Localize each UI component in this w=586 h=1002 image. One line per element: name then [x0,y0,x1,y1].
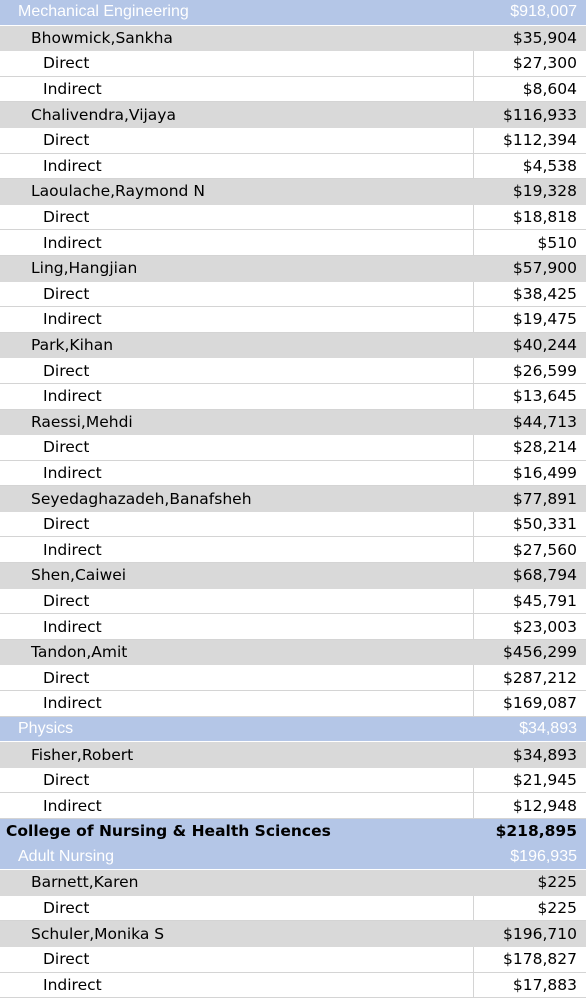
column-divider [473,205,474,230]
investigator-row[interactable] [0,742,586,768]
row-amount-cell[interactable]: $287,212 [503,668,577,687]
row-amount-cell[interactable]: $918,007 [510,3,577,21]
cost-type-row[interactable] [0,307,586,333]
column-divider [473,845,474,870]
row-amount-cell[interactable]: $169,087 [503,694,577,713]
column-divider [473,640,474,665]
row-amount-cell[interactable]: $19,475 [512,310,577,329]
row-label-cell[interactable]: Shen,Caiwei [31,566,127,585]
investigator-row[interactable] [0,26,586,52]
row-amount-cell[interactable]: $16,499 [512,463,577,482]
column-divider [473,461,474,486]
row-amount-cell[interactable]: $196,935 [510,847,577,865]
row-label-cell[interactable]: Seyedaghazadeh,Banafsheh [31,489,252,508]
row-amount-cell[interactable]: $225 [537,873,577,892]
row-label-cell[interactable]: Indirect [43,310,102,329]
column-divider [473,793,474,818]
investigator-row[interactable] [0,333,586,359]
cost-type-row[interactable] [0,230,586,256]
row-label-cell[interactable]: Indirect [43,617,102,636]
column-divider [473,179,474,204]
cost-type-row[interactable] [0,205,586,231]
row-amount-cell[interactable]: $21,945 [512,771,577,790]
row-label-cell[interactable]: Direct [43,771,90,790]
row-label-cell[interactable]: Barnett,Karen [31,873,139,892]
cost-type-row[interactable] [0,512,586,538]
row-amount-cell[interactable]: $34,893 [519,719,577,737]
column-divider [473,486,474,511]
cost-type-row[interactable] [0,435,586,461]
investigator-row[interactable] [0,563,586,589]
row-label-cell[interactable]: Ling,Hangjian [31,259,138,278]
column-divider [473,665,474,690]
cost-type-row[interactable] [0,51,586,77]
cost-type-row[interactable] [0,282,586,308]
column-divider [473,870,474,895]
row-amount-cell[interactable]: $40,244 [512,336,577,355]
row-amount-cell[interactable]: $27,300 [512,54,577,73]
cost-type-row[interactable] [0,896,586,922]
row-label-cell[interactable]: Indirect [43,540,102,559]
row-amount-cell[interactable]: $510 [537,233,577,252]
column-divider [473,282,474,307]
cost-type-row[interactable] [0,154,586,180]
investigator-row[interactable] [0,870,586,896]
row-label-cell[interactable]: Physics [18,719,74,737]
cost-type-row[interactable] [0,768,586,794]
row-label-cell[interactable]: Direct [43,131,90,150]
column-divider [473,896,474,921]
column-divider [473,589,474,614]
row-amount-cell[interactable]: $18,818 [512,208,577,227]
department-row[interactable] [0,845,586,871]
row-label-cell[interactable]: Direct [43,668,90,687]
column-divider [473,921,474,946]
row-label-cell[interactable]: Mechanical Engineering [18,3,189,21]
row-amount-cell[interactable]: $26,599 [512,361,577,380]
row-label-cell[interactable]: Indirect [43,233,102,252]
column-divider [473,410,474,435]
column-divider [473,358,474,383]
cost-type-row[interactable] [0,691,586,717]
investigator-row[interactable] [0,410,586,436]
department-row[interactable] [0,0,586,26]
row-amount-cell[interactable]: $225 [537,899,577,918]
row-amount-cell[interactable]: $50,331 [512,515,577,534]
row-label-cell[interactable]: Direct [43,284,90,303]
column-divider [473,563,474,588]
row-label-cell[interactable]: Indirect [43,463,102,482]
row-label-cell[interactable]: Raessi,Mehdi [31,412,133,431]
department-row[interactable] [0,717,586,743]
column-divider [473,154,474,179]
column-divider [473,537,474,562]
row-label-cell[interactable]: Bhowmick,Sankha [31,28,173,47]
row-label-cell[interactable]: Indirect [43,796,102,815]
row-amount-cell[interactable]: $57,900 [512,259,577,278]
college-row[interactable] [0,819,586,845]
column-divider [473,717,474,742]
row-amount-cell[interactable]: $196,710 [503,924,577,943]
row-amount-cell[interactable]: $17,883 [512,975,577,994]
column-divider [473,0,474,25]
column-divider [473,691,474,716]
row-amount-cell[interactable]: $12,948 [512,796,577,815]
row-amount-cell[interactable]: $28,214 [512,438,577,457]
cost-type-row[interactable] [0,589,586,615]
column-divider [473,614,474,639]
column-divider [473,742,474,767]
row-label-cell[interactable]: Direct [43,54,90,73]
row-amount-cell[interactable]: $456,299 [503,643,577,662]
cost-type-row[interactable] [0,128,586,154]
row-label-cell[interactable]: Direct [43,361,90,380]
investigator-row[interactable] [0,256,586,282]
row-amount-cell[interactable]: $35,904 [512,28,577,47]
column-divider [473,128,474,153]
row-label-cell[interactable]: Indirect [43,80,102,99]
row-amount-cell[interactable]: $44,713 [512,412,577,431]
row-amount-cell[interactable]: $45,791 [512,591,577,610]
cost-type-row[interactable] [0,665,586,691]
cost-type-row[interactable] [0,358,586,384]
row-amount-cell[interactable]: $77,891 [512,489,577,508]
investigator-row[interactable] [0,921,586,947]
investigator-row[interactable] [0,640,586,666]
row-amount-cell[interactable]: $178,827 [503,950,577,969]
row-label-cell[interactable]: Direct [43,899,90,918]
column-divider [473,102,474,127]
row-amount-cell[interactable]: $218,895 [495,822,577,841]
row-label-cell[interactable]: Direct [43,591,90,610]
cost-type-row[interactable] [0,973,586,999]
row-amount-cell[interactable]: $8,604 [522,80,577,99]
cost-type-row[interactable] [0,793,586,819]
column-divider [473,819,474,844]
cost-type-row[interactable] [0,537,586,563]
investigator-row[interactable] [0,102,586,128]
row-amount-cell[interactable]: $4,538 [522,156,577,175]
column-divider [473,26,474,51]
row-label-cell[interactable]: Tandon,Amit [31,643,128,662]
column-divider [473,947,474,972]
column-divider [473,384,474,409]
cost-type-row[interactable] [0,77,586,103]
row-label-cell[interactable]: Direct [43,438,90,457]
column-divider [473,77,474,102]
column-divider [473,333,474,358]
cost-type-row[interactable] [0,384,586,410]
row-amount-cell[interactable]: $27,560 [512,540,577,559]
cost-type-row[interactable] [0,614,586,640]
row-label-cell[interactable]: Schuler,Monika S [31,924,165,943]
column-divider [473,973,474,998]
column-divider [473,230,474,255]
column-divider [473,307,474,332]
row-amount-cell[interactable]: $34,893 [512,745,577,764]
column-divider [473,256,474,281]
cost-type-row[interactable] [0,947,586,973]
row-label-cell[interactable]: Laoulache,Raymond N [31,182,205,201]
row-label-cell[interactable]: Indirect [43,387,102,406]
row-amount-cell[interactable]: $13,645 [512,387,577,406]
row-label-cell[interactable]: Fisher,Robert [31,745,134,764]
row-label-cell[interactable]: College of Nursing & Health Sciences [6,822,331,841]
row-label-cell[interactable]: Direct [43,208,90,227]
column-divider [473,512,474,537]
row-amount-cell[interactable]: $23,003 [512,617,577,636]
row-label-cell[interactable]: Indirect [43,975,102,994]
row-label-cell[interactable]: Indirect [43,156,102,175]
investigator-row[interactable] [0,486,586,512]
row-amount-cell[interactable]: $116,933 [503,105,577,124]
row-label-cell[interactable]: Direct [43,515,90,534]
column-divider [473,435,474,460]
row-label-cell[interactable]: Park,Kihan [31,336,114,355]
investigator-row[interactable] [0,179,586,205]
row-amount-cell[interactable]: $19,328 [512,182,577,201]
row-label-cell[interactable]: Direct [43,950,90,969]
row-label-cell[interactable]: Indirect [43,694,102,713]
column-divider [473,51,474,76]
cost-type-row[interactable] [0,461,586,487]
row-amount-cell[interactable]: $38,425 [512,284,577,303]
row-amount-cell[interactable]: $112,394 [503,131,577,150]
column-divider [473,768,474,793]
row-label-cell[interactable]: Adult Nursing [18,847,115,865]
row-label-cell[interactable]: Chalivendra,Vijaya [31,105,176,124]
row-amount-cell[interactable]: $68,794 [512,566,577,585]
